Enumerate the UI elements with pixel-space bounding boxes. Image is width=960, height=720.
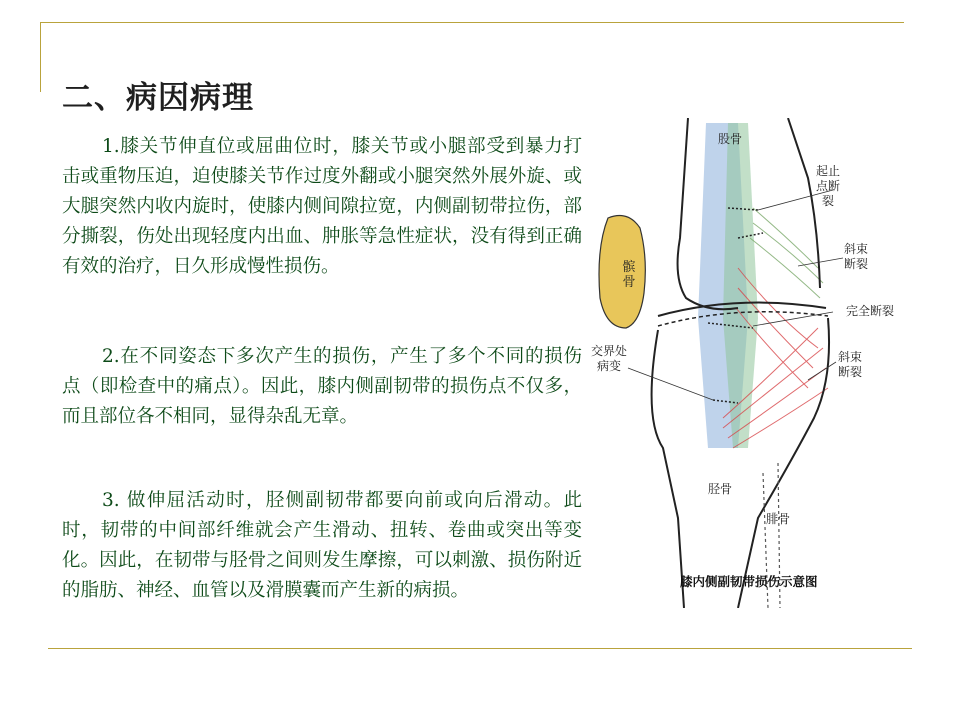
label-junction-lesion: 交界处病变: [590, 344, 627, 373]
left-rule: [40, 22, 41, 92]
label-complete-rupture: 完全断裂: [845, 304, 894, 318]
knee-ligament-diagram: [588, 118, 900, 608]
paragraph-2: 2.在不同姿态下多次产生的损伤，产生了多个不同的损伤点（即检查中的痛点）。因此，膝内侧副韧带的损伤点不仅多，而且部位各不相同，显得杂乱无章。: [62, 346, 582, 427]
label-patella: 髌骨: [622, 260, 636, 290]
label-femur: 股骨: [718, 132, 743, 146]
label-origin-rupture: 起止点断裂: [815, 164, 840, 208]
paragraph-3: 3. 做伸屈活动时，胫侧副韧带都要向前或向后滑动。此时，韧带的中间部纤维就会产生滑动、扭转、卷曲或突出等变化。因此，在韧带与胫骨之间则发生摩擦，可以刺激、损伤附近的脂肪、神经、血管以及滑膜囊而产生新的病损。: [62, 490, 582, 601]
top-rule: [40, 22, 904, 23]
slide-title: 二、病因病理: [62, 80, 254, 116]
label-tibia: 胫骨: [708, 482, 733, 496]
figure-caption: 膝内侧副韧带损伤示意图: [680, 574, 818, 589]
label-oblique-rupture-lower: 斜束断裂: [837, 350, 862, 379]
label-fibula: 腓骨: [766, 512, 791, 526]
label-oblique-rupture-upper: 斜束断裂: [843, 242, 868, 271]
paragraph-1: 1.膝关节伸直位或屈曲位时，膝关节或小腿部受到暴力打击或重物压迫，迫使膝关节作过度外翻或小腿突然外展外旋、或大腿突然内收内旋时，使膝内侧间隙拉宽，内侧副韧带拉伤，部分撕裂，伤处出现轻度内出血、肿胀等急性症状，没有得到正确有效的治疗，日久形成慢性损伤。: [62, 136, 582, 277]
bottom-rule: [48, 648, 912, 649]
